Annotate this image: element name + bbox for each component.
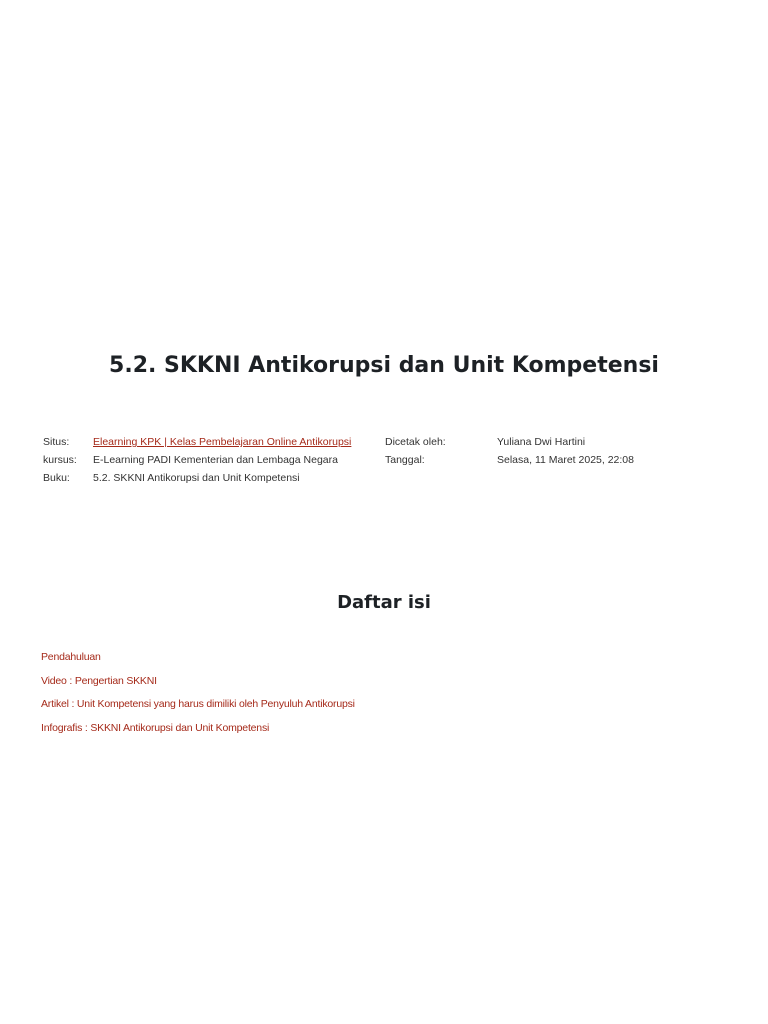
book-title: 5.2. SKKNI Antikorupsi dan Unit Kompetensi bbox=[109, 353, 659, 378]
site-link[interactable]: Elearning KPK | Kelas Pembelajaran Online Antikorupsi bbox=[93, 436, 352, 448]
toc-item-infografis[interactable]: Infografis : SKKNI Antikorupsi dan Unit Kompetensi bbox=[41, 721, 270, 734]
date-label: Tanggal: bbox=[385, 454, 425, 466]
toc-heading: Daftar isi bbox=[337, 592, 431, 613]
toc-item-video[interactable]: Video : Pengertian SKKNI bbox=[41, 674, 157, 687]
toc-item-artikel[interactable]: Artikel : Unit Kompetensi yang harus dimiliki oleh Penyuluh Antikorupsi bbox=[41, 698, 355, 710]
course-value: E-Learning PADI Kementerian dan Lembaga Negara bbox=[93, 454, 338, 466]
book-value: 5.2. SKKNI Antikorupsi dan Unit Kompetensi bbox=[93, 472, 300, 484]
toc-list bbox=[41, 650, 355, 744]
date-value: Selasa, 11 Maret 2025, 22:08 bbox=[497, 454, 634, 466]
course-label: kursus: bbox=[43, 454, 77, 466]
printed-by-label: Dicetak oleh: bbox=[385, 436, 446, 448]
printed-by-value: Yuliana Dwi Hartini bbox=[497, 436, 586, 448]
site-label: Situs: bbox=[43, 436, 70, 448]
toc-item-pendahuluan[interactable]: Pendahuluan bbox=[41, 651, 101, 663]
book-label: Buku: bbox=[43, 472, 70, 484]
